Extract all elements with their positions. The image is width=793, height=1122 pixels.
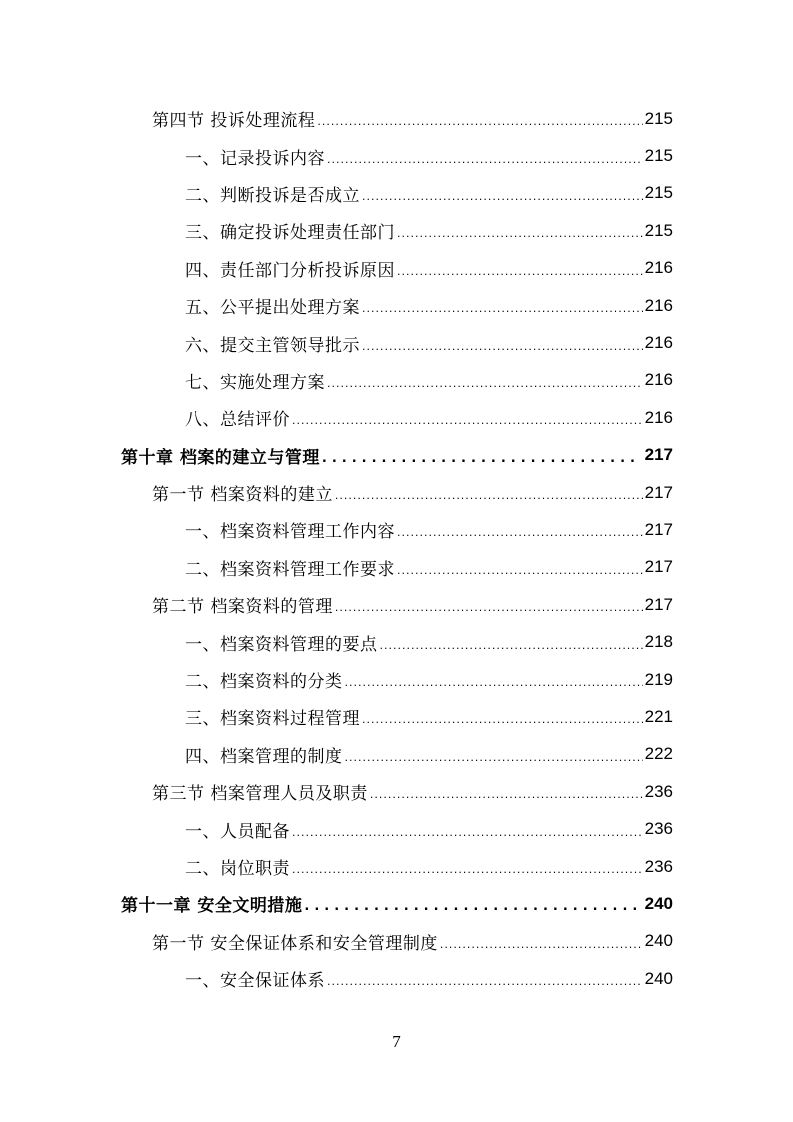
- page-number: 7: [392, 1032, 401, 1051]
- toc-subsection-entry[interactable]: [0, 960, 793, 997]
- toc-entry-label: 一、档案资料管理工作内容: [185, 522, 395, 543]
- toc-entry-page: 219: [644, 669, 673, 689]
- toc-dot-leader: [362, 713, 643, 726]
- toc-subsection-entry[interactable]: [0, 661, 793, 698]
- toc-subsection-entry[interactable]: [0, 324, 793, 361]
- toc-entry-label: 第四节 投诉处理流程: [152, 111, 316, 132]
- toc-dot-leader: [397, 227, 643, 240]
- toc-entry-label: 二、档案资料管理工作要求: [185, 559, 395, 580]
- toc-dot-leader: [362, 302, 643, 315]
- table-of-contents: [0, 100, 793, 997]
- toc-dot-leader: [327, 153, 643, 166]
- toc-subsection-entry[interactable]: [0, 137, 793, 174]
- toc-entry-page: 240: [644, 931, 673, 951]
- toc-entry-label: 六、提交主管领导批示: [185, 335, 360, 356]
- toc-section-entry[interactable]: [0, 923, 793, 960]
- toc-entry-page: 215: [644, 183, 673, 203]
- toc-subsection-entry[interactable]: [0, 362, 793, 399]
- toc-entry-page: 236: [644, 819, 673, 839]
- toc-entry-page: 240: [644, 968, 673, 988]
- toc-dot-leader: [304, 899, 636, 914]
- toc-entry-label: 一、档案资料管理的要点: [185, 634, 378, 655]
- toc-entry-page: 217: [644, 519, 673, 539]
- toc-entry-page: 236: [644, 781, 673, 801]
- toc-subsection-entry[interactable]: [0, 250, 793, 287]
- toc-entry-label: 第一节 安全保证体系和安全管理制度: [152, 933, 438, 954]
- toc-entry-label: 八、总结评价: [185, 410, 290, 431]
- toc-entry-label: 第一节 档案资料的建立: [152, 485, 333, 506]
- toc-dot-leader: [380, 639, 643, 652]
- toc-dot-leader: [397, 564, 643, 577]
- toc-subsection-entry[interactable]: [0, 175, 793, 212]
- toc-entry-page: 217: [644, 445, 673, 465]
- toc-dot-leader: [440, 938, 643, 951]
- toc-subsection-entry[interactable]: [0, 736, 793, 773]
- toc-dot-leader: [322, 451, 637, 466]
- toc-entry-page: 221: [644, 706, 673, 726]
- toc-chapter-entry[interactable]: [0, 885, 793, 922]
- toc-subsection-entry[interactable]: [0, 287, 793, 324]
- toc-entry-label: 五、公平提出处理方案: [185, 298, 360, 319]
- toc-dot-leader: [397, 526, 643, 539]
- toc-chapter-entry[interactable]: [0, 437, 793, 474]
- toc-dot-leader: [370, 788, 643, 801]
- toc-entry-page: 215: [644, 146, 673, 166]
- toc-entry-label: 第十章 档案的建立与管理: [121, 447, 320, 468]
- toc-entry-page: 216: [644, 407, 673, 427]
- toc-dot-leader: [327, 975, 643, 988]
- toc-dot-leader: [292, 414, 643, 427]
- toc-section-entry[interactable]: [0, 100, 793, 137]
- toc-entry-label: 第十一章 安全文明措施: [121, 896, 303, 917]
- toc-entry-page: 216: [644, 258, 673, 278]
- toc-entry-page: 236: [644, 856, 673, 876]
- toc-dot-leader: [345, 751, 643, 764]
- toc-dot-leader: [345, 676, 643, 689]
- toc-dot-leader: [362, 340, 643, 353]
- toc-entry-page: 217: [644, 594, 673, 614]
- toc-entry-label: 四、档案管理的制度: [185, 746, 343, 767]
- toc-subsection-entry[interactable]: [0, 623, 793, 660]
- toc-dot-leader: [362, 190, 643, 203]
- toc-entry-label: 一、安全保证体系: [185, 971, 325, 992]
- toc-subsection-entry[interactable]: [0, 212, 793, 249]
- toc-section-entry[interactable]: [0, 474, 793, 511]
- toc-entry-label: 二、档案资料的分类: [185, 672, 343, 693]
- toc-entry-page: 217: [644, 482, 673, 502]
- toc-entry-label: 四、责任部门分析投诉原因: [185, 260, 395, 281]
- toc-entry-label: 三、档案资料过程管理: [185, 709, 360, 730]
- toc-entry-page: 215: [644, 108, 673, 128]
- toc-dot-leader: [397, 265, 643, 278]
- toc-dot-leader: [335, 601, 643, 614]
- toc-entry-page: 240: [644, 893, 673, 913]
- toc-subsection-entry[interactable]: [0, 848, 793, 885]
- toc-entry-page: 216: [644, 370, 673, 390]
- toc-entry-page: 215: [644, 220, 673, 240]
- toc-subsection-entry[interactable]: [0, 549, 793, 586]
- toc-entry-page: 217: [644, 557, 673, 577]
- toc-subsection-entry[interactable]: [0, 511, 793, 548]
- toc-entry-label: 第三节 档案管理人员及职责: [152, 784, 368, 805]
- toc-dot-leader: [335, 489, 643, 502]
- toc-entry-page: 222: [644, 744, 673, 764]
- toc-subsection-entry[interactable]: [0, 399, 793, 436]
- toc-dot-leader: [327, 377, 643, 390]
- toc-dot-leader: [317, 115, 642, 128]
- toc-dot-leader: [292, 863, 643, 876]
- toc-subsection-entry[interactable]: [0, 810, 793, 847]
- toc-entry-label: 七、实施处理方案: [185, 372, 325, 393]
- toc-entry-label: 一、记录投诉内容: [185, 148, 325, 169]
- toc-dot-leader: [292, 826, 643, 839]
- toc-section-entry[interactable]: [0, 586, 793, 623]
- toc-entry-page: 218: [644, 632, 673, 652]
- toc-subsection-entry[interactable]: [0, 698, 793, 735]
- toc-entry-label: 二、判断投诉是否成立: [185, 185, 360, 206]
- toc-entry-label: 一、人员配备: [185, 821, 290, 842]
- toc-entry-page: 216: [644, 295, 673, 315]
- toc-entry-label: 第二节 档案资料的管理: [152, 597, 333, 618]
- toc-entry-label: 三、确定投诉处理责任部门: [185, 223, 395, 244]
- toc-section-entry[interactable]: [0, 773, 793, 810]
- toc-entry-label: 二、岗位职责: [185, 859, 290, 879]
- toc-entry-page: 216: [644, 333, 673, 353]
